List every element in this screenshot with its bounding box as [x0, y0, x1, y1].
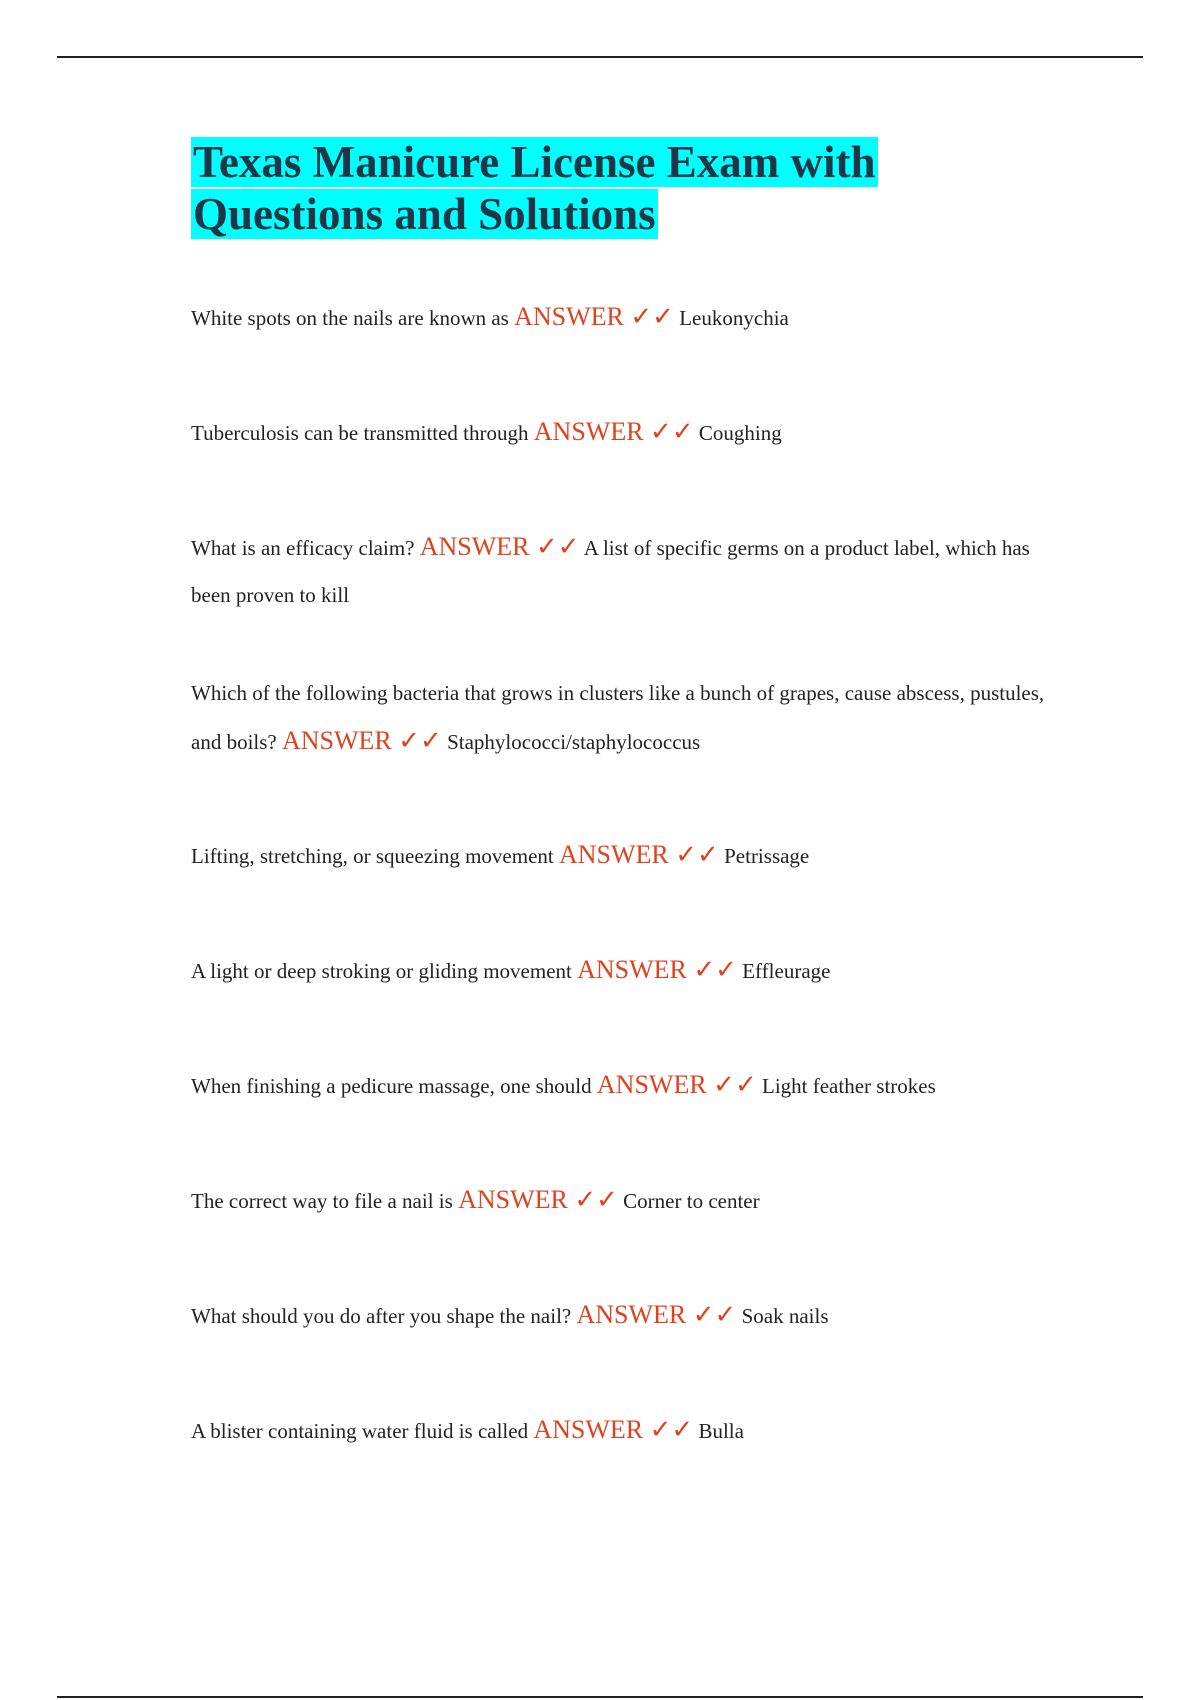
qa-item: [191, 1291, 1051, 1340]
qa-item: [191, 946, 1051, 995]
question-text: When finishing a pedicure massage, one should: [191, 1074, 592, 1098]
answer-marker: ANSWER ✓✓: [576, 1300, 737, 1329]
answer-text: Staphylococci/staphylococcus: [447, 730, 701, 754]
title-line-1: Texas Manicure License Exam with: [193, 137, 876, 187]
answer-marker: ANSWER ✓✓: [419, 532, 580, 561]
answer-marker: ANSWER ✓✓: [577, 955, 737, 984]
qa-item: [191, 1406, 1051, 1455]
title-line-2: Questions and Solutions: [193, 189, 656, 239]
top-rule: [57, 56, 1143, 58]
question-text: What is an efficacy claim?: [191, 536, 415, 560]
document-content: [191, 136, 1051, 1444]
question-text: Lifting, stretching, or squeezing movement: [191, 844, 554, 868]
answer-text: Light feather strokes: [762, 1074, 936, 1098]
answer-text: Leukonychia: [679, 306, 789, 330]
qa-item: [191, 1176, 1051, 1225]
question-text: Which of the following bacteria that grows in clusters like a bunch of grapes, cause abscess, pustules, and boils?: [191, 681, 1045, 754]
answer-text: Corner to center: [623, 1189, 760, 1213]
bottom-rule: [57, 1696, 1143, 1698]
answer-marker: ANSWER ✓✓: [458, 1185, 618, 1214]
answer-marker: ANSWER ✓✓: [514, 302, 674, 331]
answer-marker: ANSWER ✓✓: [533, 417, 694, 446]
answer-marker: ANSWER ✓✓: [559, 840, 719, 869]
answer-text: Coughing: [698, 421, 782, 445]
question-text: A blister containing water fluid is called: [191, 1419, 529, 1443]
answer-text: Soak nails: [741, 1304, 829, 1328]
qa-item: [191, 408, 1051, 457]
answer-marker: ANSWER ✓✓: [281, 726, 442, 755]
question-text: What should you do after you shape the nail?: [191, 1304, 572, 1328]
qa-item: [191, 670, 1051, 766]
answer-marker: ANSWER ✓✓: [596, 1070, 757, 1099]
qa-item: [191, 523, 1051, 619]
answer-text: Bulla: [698, 1419, 744, 1443]
question-text: White spots on the nails are known as: [191, 306, 509, 330]
qa-item: [191, 1061, 1051, 1110]
answer-text: A list of specific germs on a product label, which has been proven to kill: [191, 536, 1030, 607]
answer-marker: ANSWER ✓✓: [533, 1415, 694, 1444]
answer-text: Petrissage: [724, 844, 810, 868]
question-text: Tuberculosis can be transmitted through: [191, 421, 529, 445]
question-text: A light or deep stroking or gliding movement: [191, 959, 572, 983]
qa-item: [191, 831, 1051, 880]
question-text: The correct way to file a nail is: [191, 1189, 453, 1213]
document-title: [191, 136, 1051, 240]
answer-text: Effleurage: [742, 959, 831, 983]
qa-item: [191, 293, 1051, 342]
